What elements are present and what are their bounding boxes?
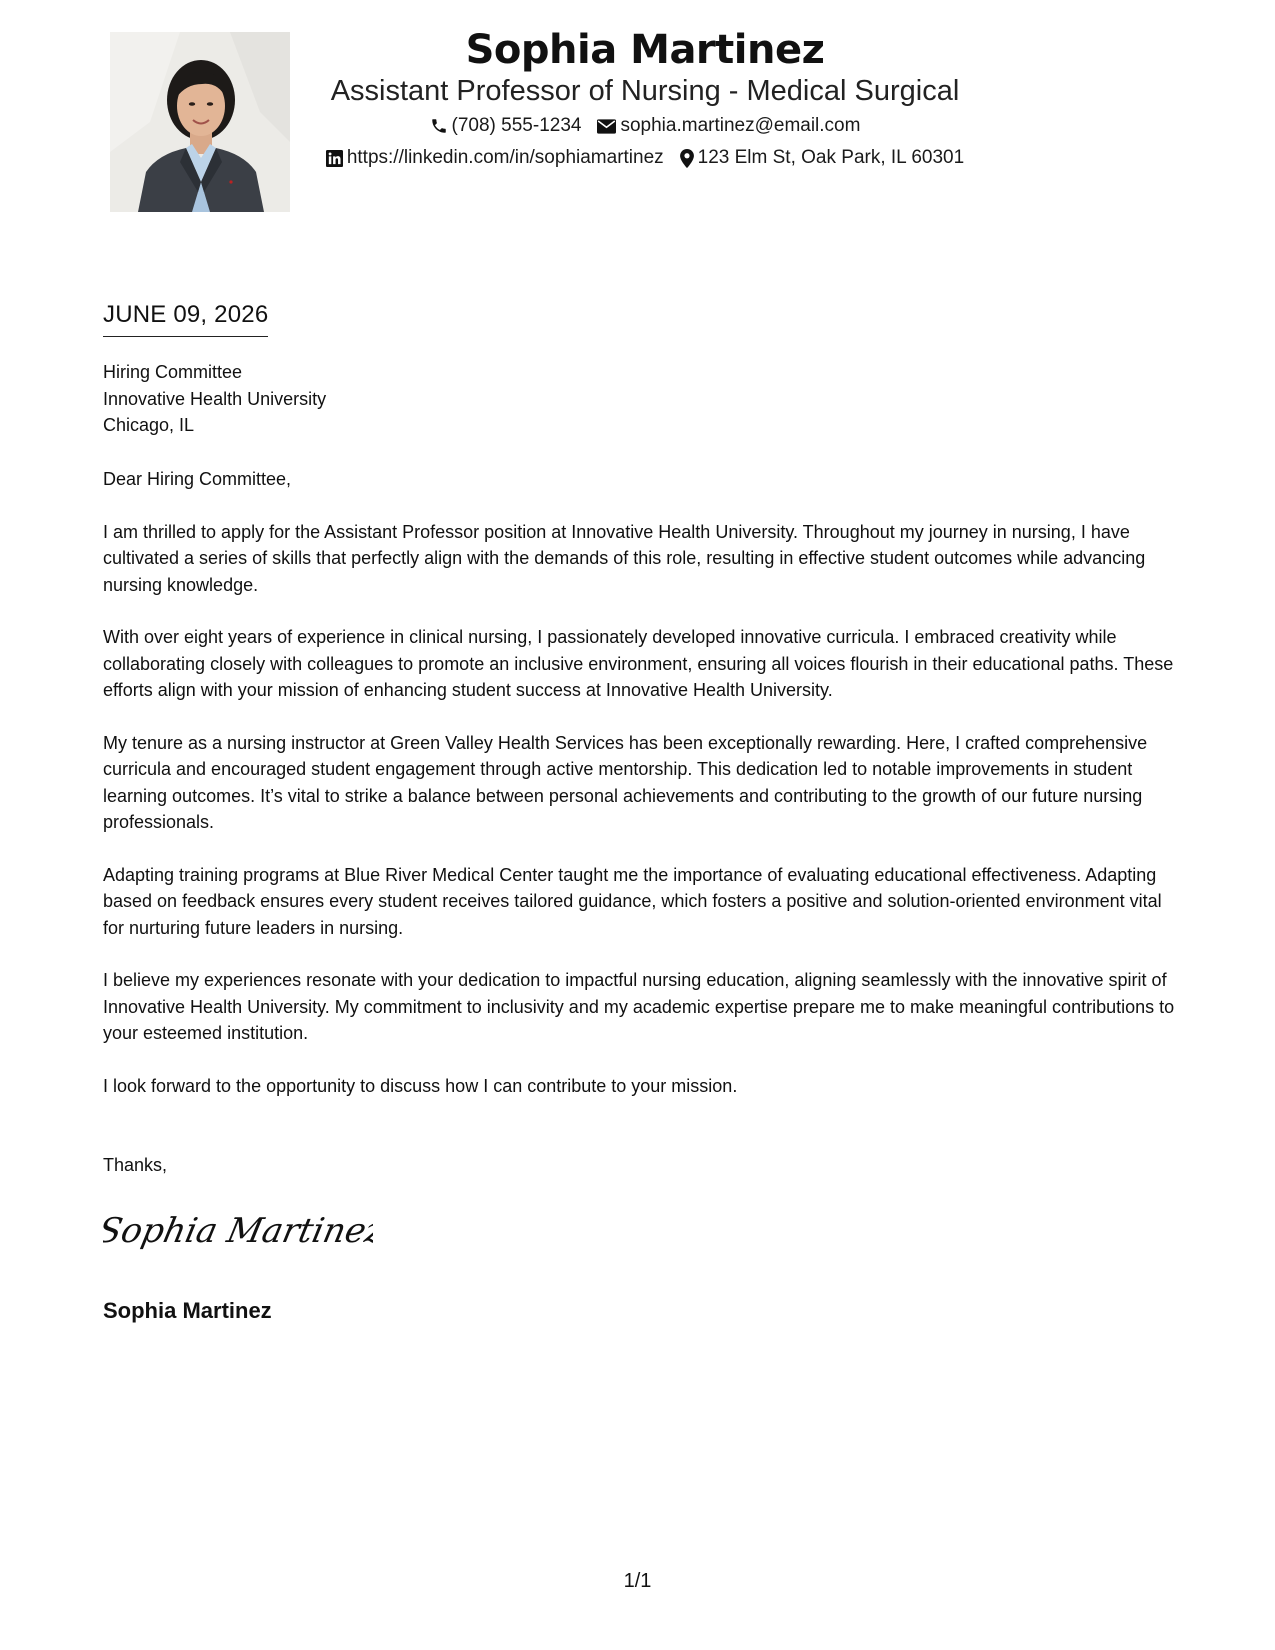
- map-pin-icon: [680, 149, 694, 168]
- handwritten-signature: [103, 1200, 373, 1260]
- envelope-icon: [597, 119, 616, 134]
- phone-contact[interactable]: [430, 114, 582, 138]
- linkedin-icon: [326, 150, 343, 167]
- letter-body: [103, 466, 1183, 1125]
- body-paragraph: Adapting training programs at Blue River Medical Center taught me the importance of evaluating educational effectiveness. Adapting based on feedback ensures every student receives tailored guidance, which fosters a positive and solution-oriented environment vital for nurturing future leaders in nursing.: [103, 864, 1162, 938]
- email-contact[interactable]: [597, 114, 860, 138]
- body-paragraph: My tenure as a nursing instructor at Green Valley Health Services has been exceptionally rewarding. Here, I crafted comprehensive curricula and encouraged student engagement through active mentorship. This dedication led to notable improvements in student learning outcomes. It’s vital to strike a balance between personal achievements and contributing to the growth of our future nursing professionals.: [103, 732, 1148, 832]
- recipient-line: Chicago, IL: [103, 415, 195, 435]
- linkedin-text: https://linkedin.com/in/sophiamartinez: [346, 147, 664, 168]
- contact-row-2: [300, 146, 990, 170]
- recipient-line: Hiring Committee: [103, 362, 243, 382]
- page-number: 1/1: [623, 1570, 652, 1592]
- body-paragraph: I am thrilled to apply for the Assistant Professor position at Innovative Health University. Throughout my journey in nursing, I have cultivated a series of skills that perfectly align with the demands of this role, resulting in effective student outcomes while advancing nursing knowledge.: [103, 521, 1146, 595]
- salutation: Dear Hiring Committee,: [103, 469, 292, 489]
- recipient-block: [103, 359, 326, 439]
- body-paragraph: I look forward to the opportunity to discuss how I can contribute to your mission.: [103, 1075, 738, 1096]
- profile-photo: [110, 32, 290, 212]
- job-title: Assistant Professor of Nursing - Medical Surgical: [330, 75, 960, 107]
- body-paragraph: I believe my experiences resonate with your dedication to impactful nursing education, aligning seamlessly with the innovative spirit of Innovative Health University. My commitment to inclusivity and my academic expertise prepare me to make meaningful contributions to your esteemed institution.: [103, 970, 1175, 1043]
- contact-row-1: [300, 114, 990, 138]
- candidate-name: Sophia Martinez: [465, 27, 825, 73]
- signature-text: Sophia Martinez: [103, 1211, 373, 1251]
- letter-date: JUNE 09, 2026: [103, 300, 268, 337]
- header: [300, 20, 990, 170]
- body-paragraph: With over eight years of experience in clinical nursing, I passionately developed innovative curricula. I embraced creativity while collaborating closely with colleagues to promote an inclusive environment, ensuring all voices flourish in their educational paths. These efforts align with your mission of enhancing student success at Innovative Health University.: [103, 627, 1174, 700]
- phone-icon: [430, 117, 448, 135]
- linkedin-contact[interactable]: [326, 146, 664, 170]
- address-contact: [680, 146, 965, 170]
- phone-text: (708) 555-1234: [451, 115, 582, 136]
- recipient-line: Innovative Health University: [103, 388, 327, 409]
- portrait-image: [110, 32, 290, 212]
- address-text: 123 Elm St, Oak Park, IL 60301: [697, 147, 965, 168]
- email-text: sophia.martinez@email.com: [620, 115, 861, 136]
- closing: Thanks,: [103, 1155, 168, 1175]
- signature-image: [103, 1200, 373, 1260]
- signer-name: Sophia Martinez: [103, 1298, 272, 1323]
